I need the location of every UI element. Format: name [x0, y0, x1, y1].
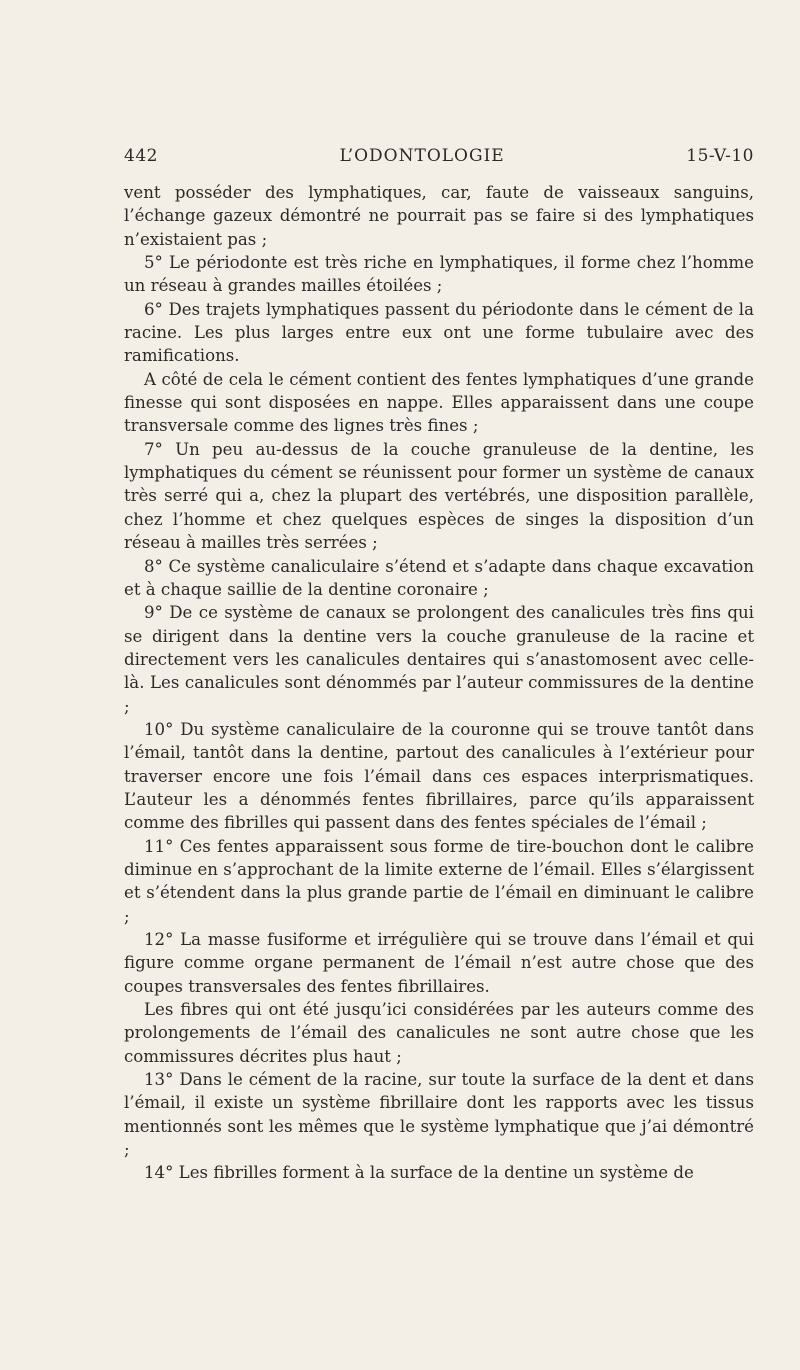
- paragraph: 6° Des trajets lymphatiques passent du périodonte dans le cément de la racine. Les plus larges entre eux ont une forme tubulaire avec des ramifications.: [124, 299, 754, 366]
- page-number: 442: [124, 146, 158, 166]
- paragraph: 7° Un peu au-dessus de la couche granuleuse de la dentine, les lymphatiques du cément se réunissent pour former un système de canaux très serré qui a, chez la plupart des vertébrés, une disposition parallèle, chez l’homme et chez quelques espèces de singes la disposition d’un réseau à mailles très serrées ;: [124, 439, 754, 553]
- issue-date: 15-V-10: [686, 146, 754, 166]
- paragraph: 12° La masse fusiforme et irrégulière qui se trouve dans l’émail et qui figure comme organe permanent de l’émail n’est autre chose que des coupes transversales des fentes fibrillaires.: [124, 930, 754, 996]
- paragraph: 5° Le périodonte est très riche en lymphatiques, il forme chez l’homme un réseau à grandes mailles étoilées ;: [124, 253, 754, 296]
- running-header: [124, 146, 754, 166]
- journal-title: L’ODONTOLOGIE: [339, 146, 505, 166]
- paragraph: 10° Du système canaliculaire de la couronne qui se trouve tantôt dans l’émail, tantôt dans la dentine, partout des canalicules à l’extérieur pour traverser encore une fois l’émail dans ces espaces interprismatiques. L’auteur les a dénommés fentes fibrillaires, parce qu’ils apparaissent comme des fibrilles qui passent dans des fentes spéciales de l’émail ;: [124, 719, 754, 833]
- paragraph: 11° Ces fentes apparaissent sous forme de tire-bouchon dont le calibre diminue en s’approchant de la limite externe de l’émail. Elles s’élargissent et s’étendent dans la plus grande partie de l’émail en diminuant le calibre ;: [124, 836, 754, 926]
- body-text: [124, 181, 754, 1185]
- paragraph: 13° Dans le cément de la racine, sur toute la surface de la dent et dans l’émail, il existe un système fibrillaire dont les rapports avec les tissus mentionnés sont les mêmes que le système lymphatique que j’ai démontré ;: [124, 1070, 754, 1160]
- paragraph: 8° Ce système canaliculaire s’étend et s’adapte dans chaque excavation et à chaque saillie de la dentine coronaire ;: [124, 556, 754, 599]
- paragraph: A côté de cela le cément contient des fentes lymphatiques d’une grande finesse qui sont disposées en nappe. Elles apparaissent dans une coupe transversale comme des lignes très fines ;: [124, 369, 754, 436]
- paragraph: 9° De ce système de canaux se prolongent des canalicules très fins qui se dirigent dans la dentine vers la couche granuleuse de la racine et directement vers les canalicules dentaires qui s’anastomosent avec celle-là. Les canalicules sont dénommés par l’auteur commissures de la dentine ;: [124, 603, 754, 716]
- paragraph: 14° Les fibrilles forment à la surface de la dentine un système de: [144, 1163, 694, 1183]
- paragraph: vent posséder des lymphatiques, car, faute de vaisseaux sanguins, l’échange gazeux démontré ne pourrait pas se faire si des lymphatiques n’existaient pas ;: [124, 183, 754, 249]
- paragraph: Les fibres qui ont été jusqu’ici considérées par les auteurs comme des prolongements de l’émail des canalicules ne sont autre chose que les commissures décrites plus haut ;: [124, 1000, 754, 1066]
